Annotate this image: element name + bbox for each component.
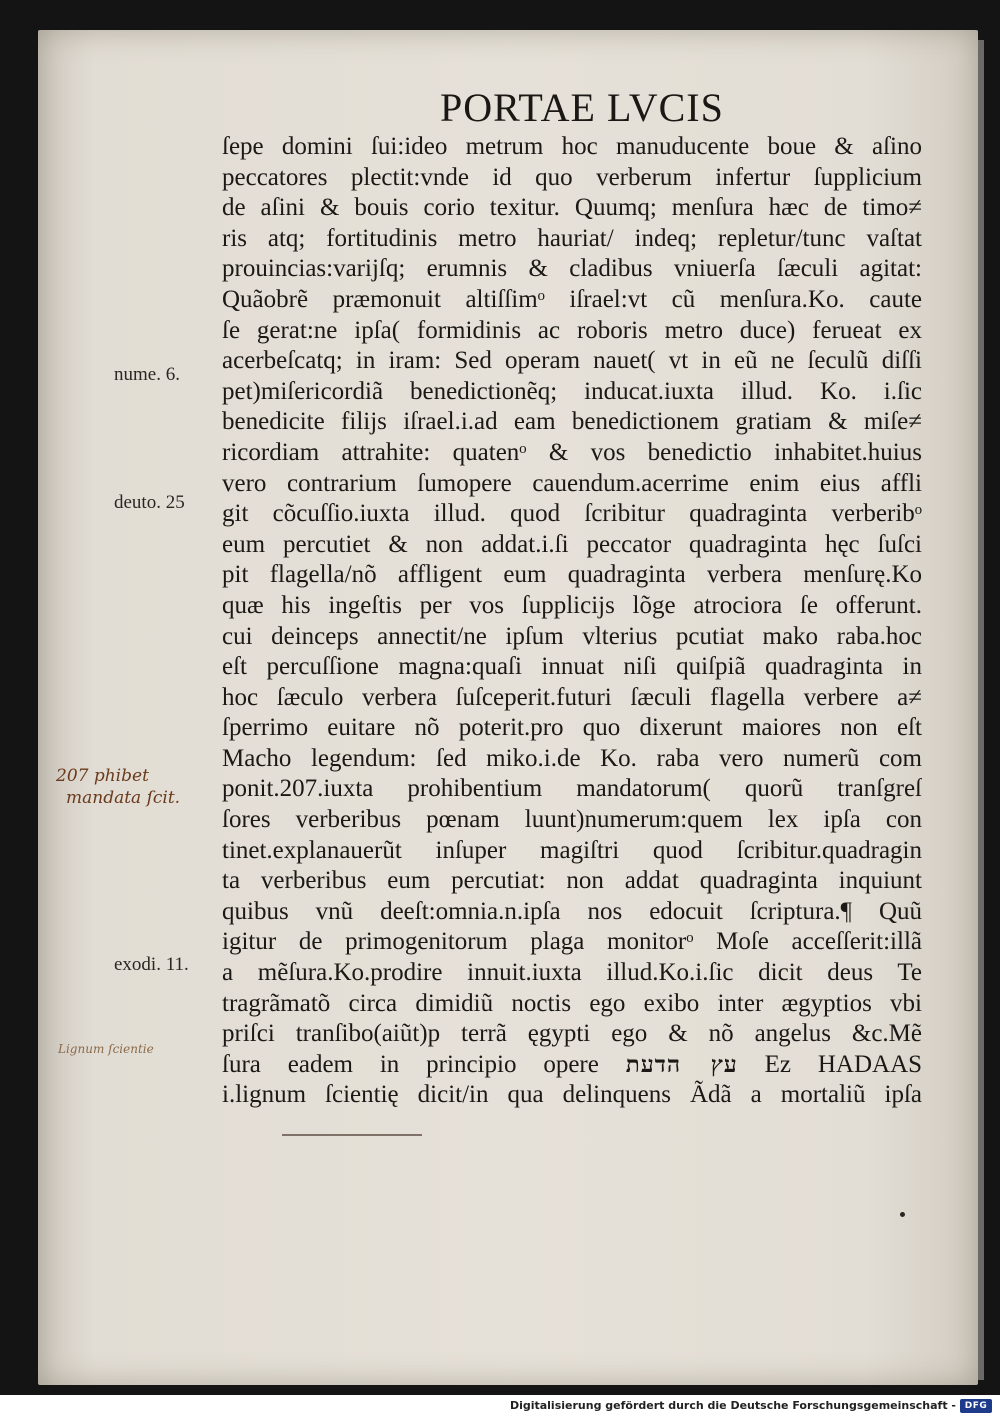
- text-line: ſe gerat:ne ipſa( formidinis ac roboris metro duce) ferueat ex: [222, 316, 922, 344]
- margin-ref-exodus: exodi. 11.: [114, 954, 189, 975]
- text-line: a mẽſura.Ko.prodire innuit.iuxta illud.Ko.i.ſic dicit deus Te: [222, 959, 922, 987]
- text-line: ricordiam attrahite: quatenᵒ & vos benedictio inhabitet.huius: [222, 438, 922, 466]
- text-line: eum percutiet & non addat.i.ſi peccator quadraginta hęc ſuſci: [222, 530, 922, 558]
- text-line: pit flagella/nõ affligent eum quadraginta verbera menſurę.Ko: [222, 561, 922, 589]
- funding-credit: Digitalisierung gefördert durch die Deutsche Forschungsgemeinschaft -: [509, 1399, 956, 1412]
- text-line: de aſini & bouis corio texitur. Quumq; menſura hæc de timo≠: [222, 194, 922, 222]
- underline-mark: [282, 1134, 422, 1136]
- text-line: i.lignum ſcientię dicit/in qua delinquens Ãdã a mortaliũ ipſa: [222, 1081, 922, 1109]
- text-line: ſperrimo euitare nõ poterit.pro quo dixerunt maiores non eſt: [222, 714, 922, 742]
- text-line: Macho legendum: ſed miko.i.de Ko. raba vero numerũ com: [222, 744, 922, 772]
- text-line: eſt percuſſione magna:quaſi innuat niſi quiſpiã quadraginta in: [222, 653, 922, 681]
- text-line: acerbeſcatq; in iram: Sed operam nauet( vt in eũ ne ſeculũ diſſi: [222, 347, 922, 375]
- text-line: Quãobrẽ præmonuit altiſſimᵒ iſrael:vt cũ menſura.Ko. caute: [222, 285, 922, 313]
- text-line: ta verberibus eum percutiat: non addat quadraginta inquiunt: [222, 867, 922, 895]
- text-line: igitur de primogenitorum plaga monitorᵒ Moſe acceſſerit:illã: [222, 928, 922, 956]
- text-line: prouincias:varijſq; erumnis & cladibus vniuerſa ſæculi agitat:: [222, 255, 922, 283]
- margin-ref-deuteronomy: deuto. 25: [114, 492, 185, 513]
- text-line: tragrãmatõ circa dimidiũ noctis ego exibo inter ægyptios vbi: [222, 989, 922, 1017]
- text-line: benedicite filijs iſrael.i.ad eam benedictionem gratiam & miſe≠: [222, 408, 922, 436]
- text-line-with-hebrew: [222, 1050, 922, 1081]
- hebrew-transliteration: Ez HADAAS: [764, 1050, 922, 1078]
- text-line: ris atq; fortitudinis metro hauriat/ indeq; repletur/tunc vaſtat: [222, 224, 922, 252]
- text-line: vero contrarium ſumopere cauendum.acerrime enim eius affli: [222, 469, 922, 497]
- text-line: pet)miſericordiã benedictionẽq; inducat.iuxta illud. Ko. i.ſic: [222, 377, 922, 405]
- margin-ref-numeri: nume. 6.: [114, 364, 180, 385]
- text-line: ponit.207.iuxta prohibentium mandatorum( quorũ tranſgreſ: [222, 775, 922, 803]
- text-line: cui deinceps annectit/ne ipſum vlterius pcutiat mako raba.hoc: [222, 622, 922, 650]
- body-text: [222, 132, 922, 1111]
- text-line: quæ his ingeſtis per vos ſupplicijs lõge atrociora ſe offerunt.: [222, 591, 922, 619]
- running-head: PORTAE LVCIS: [440, 85, 724, 130]
- footer-bar: [0, 1395, 1000, 1420]
- text-line: ſores verberibus pœnam luunt)numerum:quem lex ipſa con: [222, 806, 922, 834]
- next-page-edge: [978, 40, 984, 1380]
- text-line: ſepe domini ſui:ideo metrum hoc manuducente boue & aſino: [222, 133, 922, 160]
- hebrew-phrase: עץ הדעת: [625, 1050, 738, 1078]
- manuscript-note-207-b: mandata ſcit.: [66, 788, 181, 808]
- text-line: peccatores plectit:vnde id quo verberum infertur ſupplicium: [222, 163, 922, 191]
- dfg-logo-text: DFG: [964, 1401, 988, 1411]
- text-line: priſci tranſibo(aiũt)p terrã ęgypti ego & nõ angelus &c.Mẽ: [222, 1020, 922, 1048]
- text-line: git cõcuſſio.iuxta illud. quod ſcribitur quadraginta verberibᵒ: [222, 500, 922, 528]
- text-line: hoc ſæculo verbera ſuſceperit.futuri ſæculi flagella verbere a≠: [222, 683, 922, 711]
- manuscript-note-lignum: Lignum ſcientie: [58, 1042, 154, 1056]
- dfg-logo: [960, 1399, 992, 1413]
- manuscript-note-207-a: 207 phibet: [56, 766, 149, 786]
- text-line: tinet.explanauerũt inſuper magiſtri quod ſcribitur.quadragin: [222, 836, 922, 864]
- text-segment: ſura eadem in principio opere: [222, 1050, 599, 1078]
- text-line: quibus vnũ deeſt:omnia.n.ipſa nos edocuit ſcriptura.¶ Quũ: [222, 897, 922, 925]
- ink-dot: [900, 1212, 905, 1217]
